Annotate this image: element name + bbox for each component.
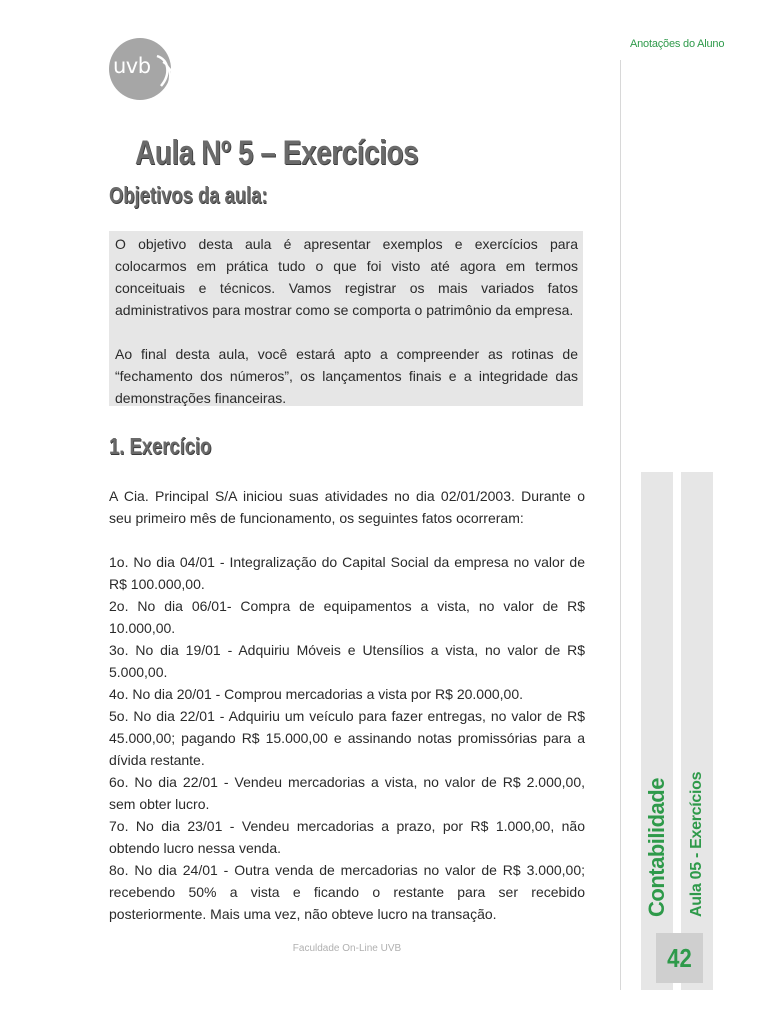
exercise-item: 2o. No dia 06/01- Compra de equipamentos a vista, no valor de R$ 10.000,00. — [109, 598, 585, 636]
exercise-item: 1o. No dia 04/01 - Integralização do Capital Social da empresa no valor de R$ 100.000,00. — [109, 554, 585, 592]
exercise-item: 7o. No dia 23/01 - Vendeu mercadorias a prazo, por R$ 1.000,00, não obtendo lucro nessa venda. — [109, 818, 585, 856]
exercise-item: 8o. No dia 24/01 - Outra venda de mercadorias no valor de R$ 3.000,00; recebendo 50% a vista e ficando o restante para ser recebido posteriormente. Mais uma vez, não obteve lucro na transação. — [109, 862, 585, 922]
objectives-paragraph: O objetivo desta aula é apresentar exemplos e exercícios para colocarmos em prática tudo o que foi visto até agora em termos conceituais e técnicos. Vamos registrar os mais variados fatos administrativos para mostrar como se comporta o patrimônio da empresa. — [115, 236, 578, 318]
page-title: Aula Nº 5 – Exercícios — [135, 134, 419, 172]
objectives-box — [109, 231, 583, 406]
objectives-paragraph: Ao final desta aula, você estará apto a compreender as rotinas de “fechamento dos números”, os lançamentos finais e a integridade das demonstrações financeiras. — [115, 346, 578, 406]
exercise-body — [109, 485, 585, 925]
page-footer: Faculdade On-Line UVB — [292, 943, 402, 954]
objectives-heading: Objetivos da aula: — [109, 182, 268, 208]
sidebar-lesson-label: Aula 05 - Exercícios — [688, 771, 705, 917]
uvb-logo — [109, 38, 171, 100]
notes-divider — [620, 60, 621, 990]
logo-swoosh-icon — [149, 52, 179, 100]
student-notes-label: Anotações do Aluno — [630, 38, 725, 50]
exercise-item: 6o. No dia 22/01 - Vendeu mercadorias a vista, no valor de R$ 2.000,00, sem obter lucro. — [109, 774, 585, 812]
exercise-item: 5o. No dia 22/01 - Adquiriu um veículo para fazer entregas, no valor de R$ 45.000,00; pagando R$ 15.000,00 e assinando notas promissórias para a dívida restante. — [109, 708, 585, 768]
exercise-item: 3o. No dia 19/01 - Adquiriu Móveis e Utensílios a vista, no valor de R$ 5.000,00. — [109, 642, 585, 680]
exercise-heading: 1. Exercício — [109, 433, 212, 459]
page-number: 42 — [667, 942, 692, 973]
logo-text: uvb — [113, 54, 151, 78]
exercise-intro: A Cia. Principal S/A iniciou suas atividades no dia 02/01/2003. Durante o seu primeiro mês de funcionamento, os seguintes fatos ocorreram: — [109, 488, 585, 526]
page-number-box — [656, 933, 703, 983]
exercise-item: 4o. No dia 20/01 - Comprou mercadorias a vista por R$ 20.000,00. — [109, 686, 524, 702]
sidebar-subject-label: Contabilidade — [644, 778, 669, 917]
